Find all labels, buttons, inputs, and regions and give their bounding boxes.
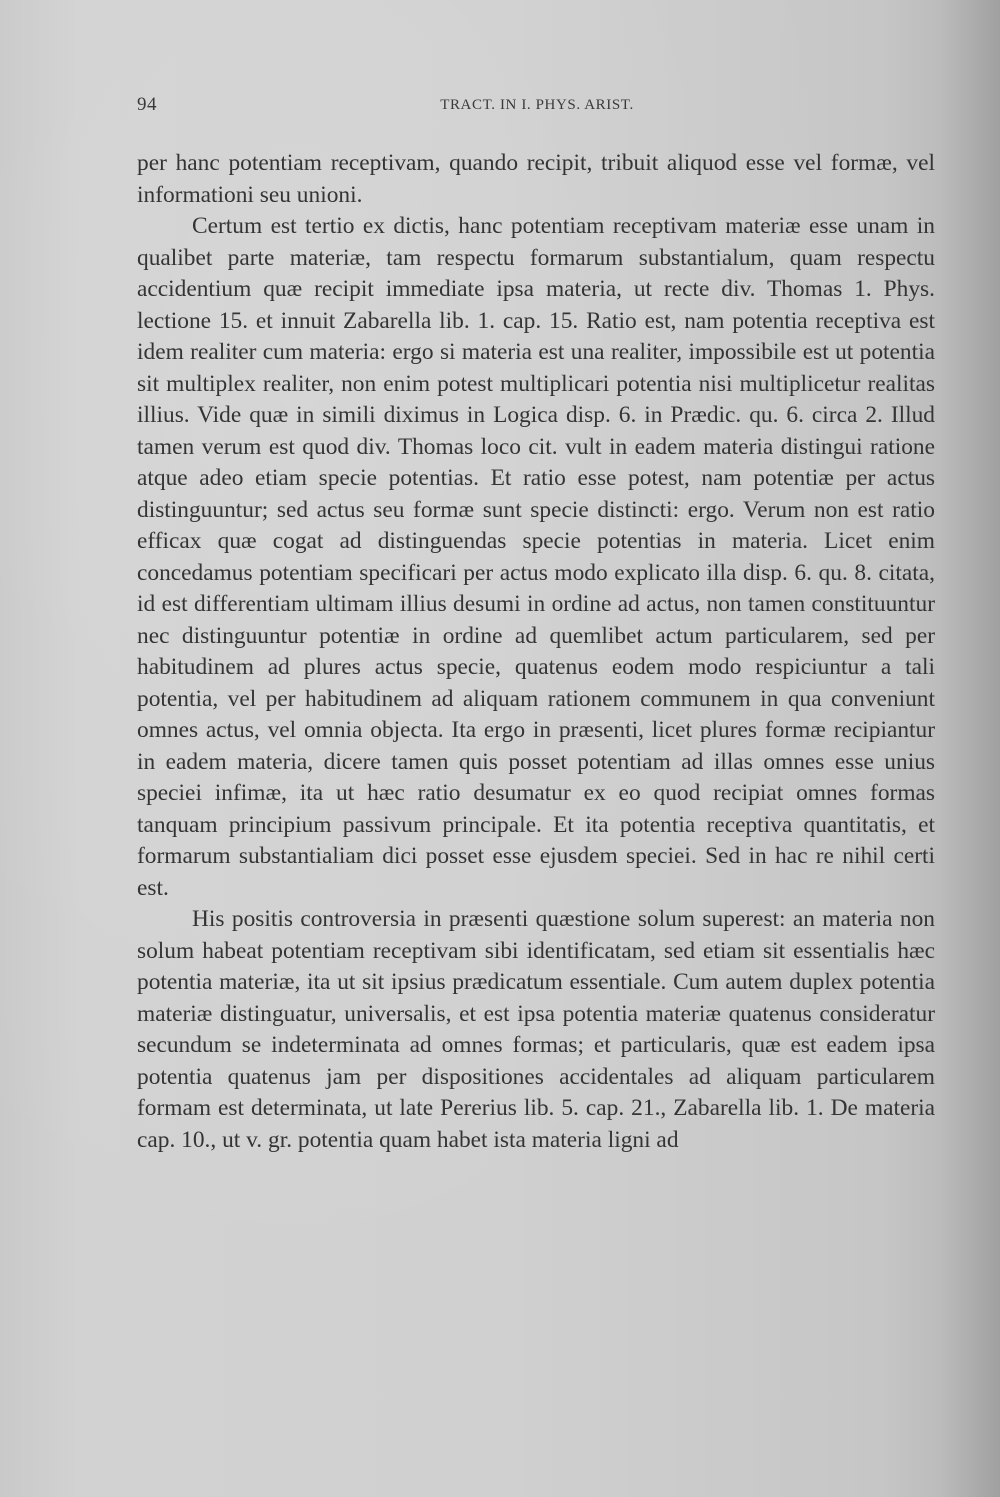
page-number: 94 [137, 94, 157, 115]
paragraph-certum: Certum est tertio ex dictis, hanc potentiam receptivam materiæ esse unam in qualibet parte materiæ, tam respectu formarum substantialum, quam respectu accidentium quæ recipit immediate ipsa materia, ut recte div. Thomas 1. Phys. lectione 15. et innuit Zabarella lib. 1. cap. 15. Ratio est, nam potentia receptiva est idem realiter cum materia: ergo si materia est una realiter, impossibile est ut potentia sit multiplex realiter, non enim potest multiplicari potentia nisi multiplicetur realitas illius. Vide quæ in simili diximus in Logica disp. 6. in Prædic. qu. 6. circa 2. Illud tamen verum est quod div. Thomas loco cit. vult in eadem materia distingui ratione atque adeo etiam specie potentias. Et ratio esse potest, nam potentiæ per actus distinguuntur; sed actus seu formæ sunt specie distincti: ergo. Verum non est ratio efficax quæ cogat ad distinguendas specie potentias in materia. Licet enim concedamus potentiam specificari per actus modo explicato illa disp. 6. qu. 8. citata, id est differentiam ultimam illius desumi in ordine ad actus, non tamen constituuntur nec distinguuntur potentiæ in ordine ad quemlibet actum particularem, sed per habitudinem ad plures actus specie, quatenus eodem modo respiciuntur a tali potentia, vel per habitudinem ad aliquam rationem communem in qua conveniunt omnes actus, vel omnia objecta. Ita ergo in præsenti, licet plures formæ recipiantur in eadem materia, dicere tamen quis posset potentiam ad illas omnes esse unius speciei infimæ, ita ut hæc ratio desumatur ex eo quod recipiat omnes formas tanquam principium passivum principale. Et ita potentia receptiva quantitatis, et formarum substantialiam dici posset esse ejusdem speciei. Sed in hac re nihil certi est. [137, 213, 935, 901]
running-head [137, 94, 937, 124]
running-title: TRACT. IN I. PHYS. ARIST. [440, 97, 634, 113]
paragraph-his-positis: His positis controversia in præsenti quæstione solum superest: an materia non solum habeat potentiam receptivam sibi identificatam, sed etiam sit essentialis hæc potentia materiæ, ita ut sit ipsius prædicatum essentiale. Cum autem duplex potentia materiæ distinguatur, universalis, et est ipsa potentia materiæ quatenus consideratur secundum se indeterminata ad omnes formas; et particularis, quæ est eadem ipsa potentia quatenus jam per dispositiones accidentales ad aliquam particularem formam est determinata, ut late Pererius lib. 5. cap. 21., Zabarella lib. 1. De materia cap. 10., ut v. gr. potentia quam habet ista materia ligni ad [137, 906, 935, 1153]
paragraph-continuation: per hanc potentiam receptivam, quando recipit, tribuit aliquod esse vel formæ, vel informationi seu unioni. [137, 150, 935, 208]
body-text [137, 148, 935, 1156]
